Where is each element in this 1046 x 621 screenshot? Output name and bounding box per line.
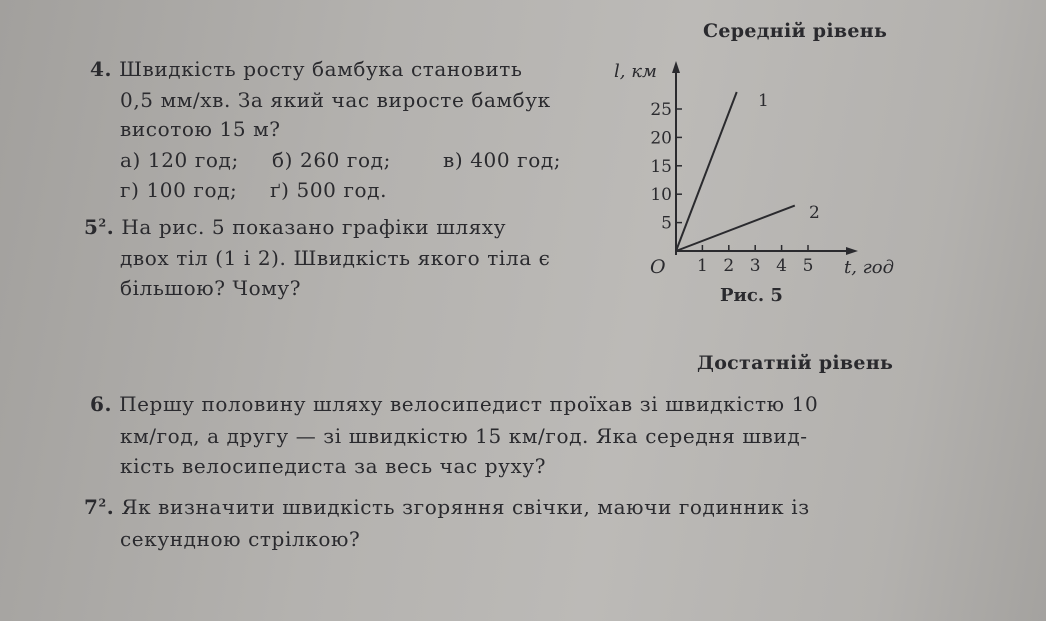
line-1-label: 1: [758, 91, 769, 111]
task-4-number: 4.: [90, 57, 113, 81]
y-tick-label: 20: [650, 128, 672, 149]
task-5-text-1: На рис. 5 показано графіки шляху: [121, 215, 507, 239]
x-tick-label: 3: [749, 256, 761, 276]
x-tick-label: 1: [696, 256, 708, 276]
task-7-line-1: [84, 495, 810, 519]
x-axis-arrow: [846, 247, 858, 255]
axis-ticks: [650, 100, 813, 276]
task-7-number: $7^2$.: [84, 495, 115, 519]
task-6-line-1: [90, 392, 818, 416]
x-tick-label: 5: [802, 256, 814, 276]
task-4-line-3: висотою 15 м?: [120, 117, 281, 141]
series-line-1: [676, 92, 737, 251]
task-4-line-2: 0,5 мм/хв. За який час виросте бамбук: [120, 88, 551, 112]
task-5-number: $5^2$.: [84, 215, 115, 239]
task-5-line-1: [84, 215, 506, 239]
task-5-line-3: більшою? Чому?: [120, 276, 302, 300]
y-tick-label: 5: [661, 213, 672, 234]
task-4-option-b: б) 260 год;: [272, 148, 391, 172]
task-7-line-2: секундною стрілкою?: [120, 527, 361, 551]
graph-lines: [676, 92, 795, 251]
figure-caption: Рис. 5: [720, 285, 783, 306]
y-tick-label: 25: [650, 100, 672, 120]
task-6-text-1: Першу половину шляху велосипедист проїхав зі швидкістю 10: [119, 392, 819, 416]
task-7-difficulty-mark: 2: [98, 496, 107, 510]
section-heading-sufficient-level: Достатній рівень: [697, 352, 894, 374]
task-4-option-gg: ґ) 500 год.: [270, 178, 388, 202]
task-4-line-1: [90, 57, 522, 81]
y-tick-label: 15: [650, 156, 672, 177]
y-axis-arrow: [672, 61, 680, 73]
task-4-option-v: в) 400 год;: [443, 148, 562, 172]
x-tick-label: 4: [776, 256, 788, 276]
task-7-text-1: Як визначити швидкість згоряння свічки, маючи годинник із: [121, 495, 810, 519]
figure-5-graph: [600, 55, 920, 290]
section-heading-middle-level: Середній рівень: [703, 20, 888, 42]
series-line-2: [676, 206, 795, 251]
y-axis-label: l, км: [614, 61, 657, 82]
origin-label: O: [650, 256, 666, 278]
task-6-number: 6.: [90, 392, 113, 416]
task-4-option-a: а) 120 год;: [120, 148, 239, 172]
task-6-line-2: км/год, а другу — зі швидкістю 15 км/год. Яка середня швид-: [120, 424, 808, 448]
task-4-option-g: г) 100 год;: [120, 178, 238, 202]
y-tick-label: 10: [650, 185, 672, 206]
task-6-line-3: кість велосипедиста за весь час руху?: [120, 454, 547, 478]
x-tick-label: 2: [723, 256, 735, 276]
task-5-difficulty-mark: 2: [98, 216, 107, 230]
task-5-line-2: двох тіл (1 і 2). Швидкість якого тіла є: [120, 246, 551, 270]
task-4-text-1: Швидкість росту бамбука становить: [119, 57, 523, 81]
x-axis-label: t, год: [844, 257, 895, 278]
line-2-label: 2: [809, 203, 820, 223]
